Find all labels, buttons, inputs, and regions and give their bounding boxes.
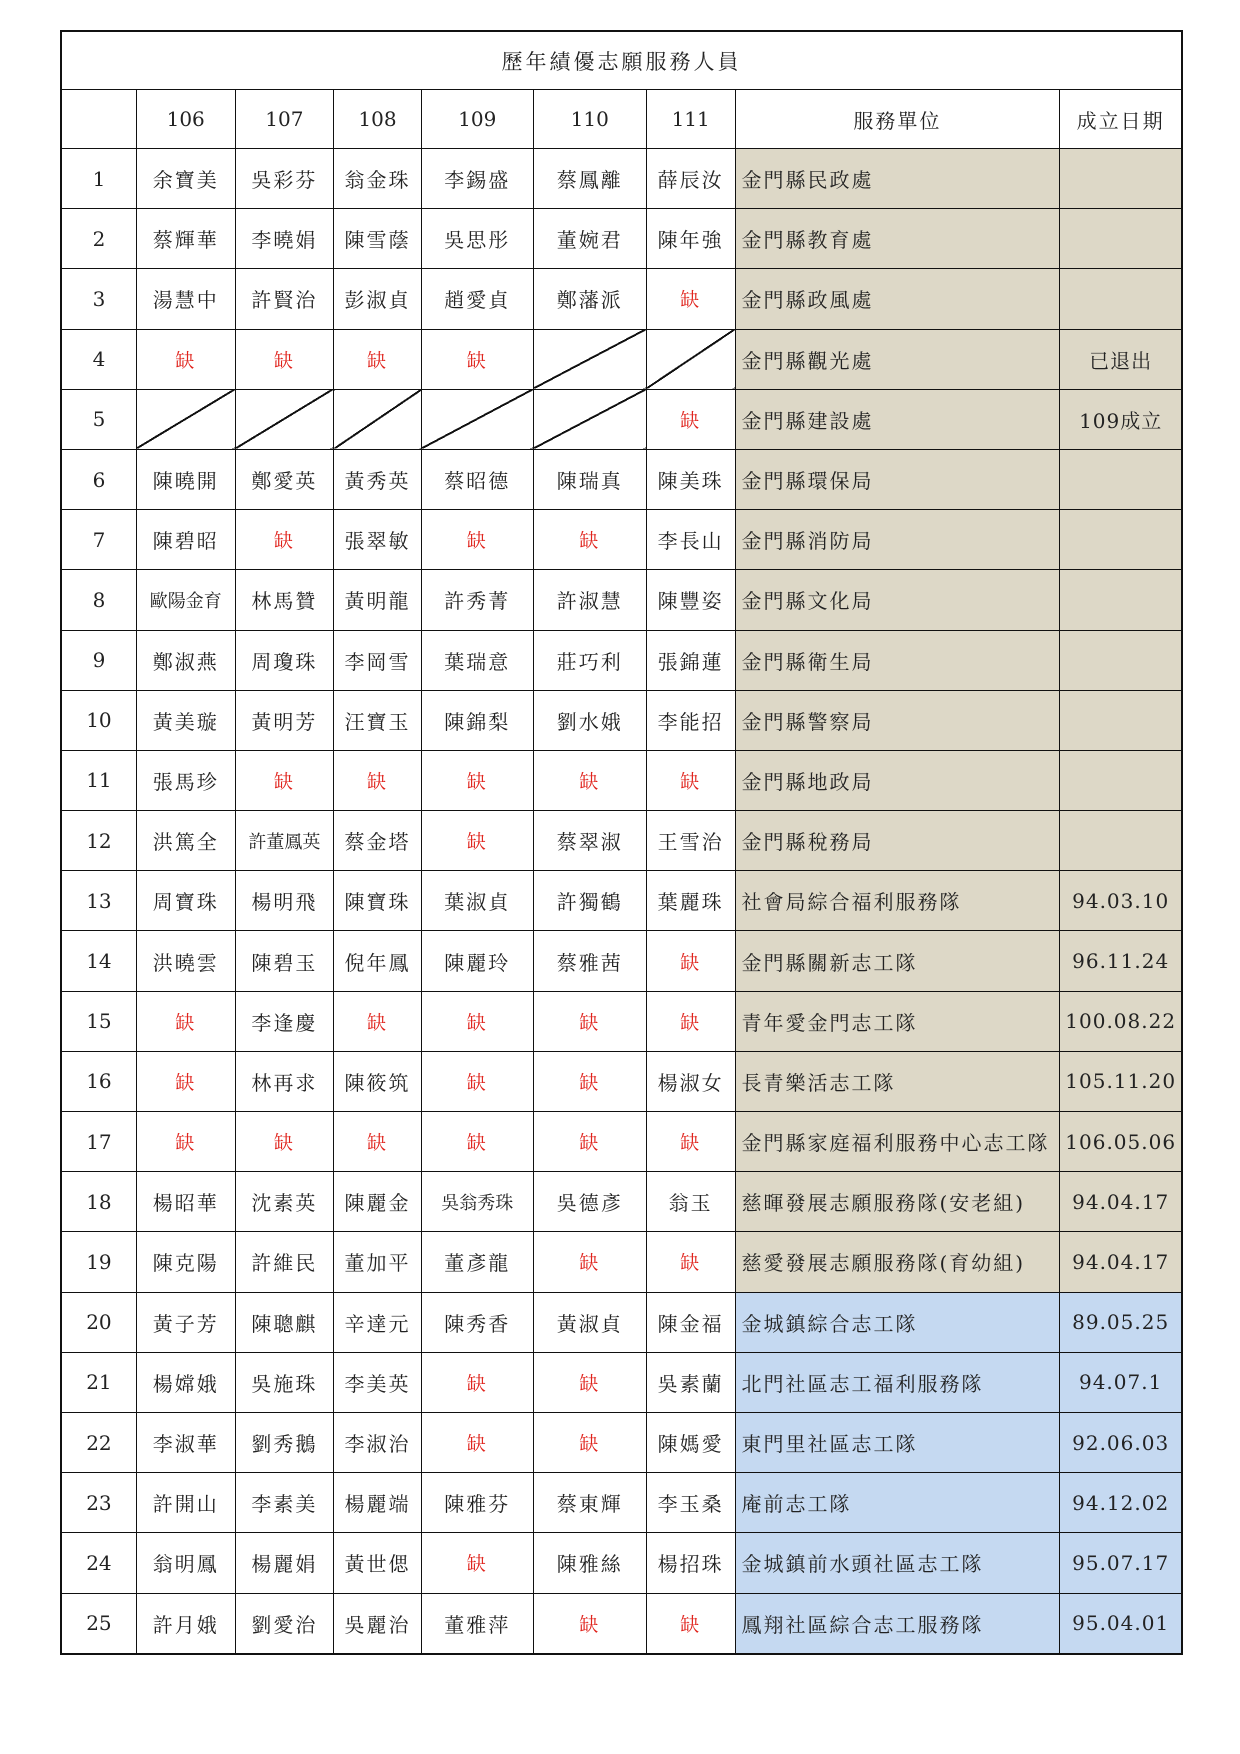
header-year-110: 110	[533, 90, 646, 149]
missing-mark: 缺	[136, 1112, 235, 1172]
row-number: 19	[61, 1232, 136, 1292]
founding-date	[1060, 449, 1182, 509]
row-number: 1	[61, 149, 136, 209]
volunteer-name: 洪篤全	[136, 811, 235, 871]
service-unit: 金門縣衛生局	[735, 630, 1060, 690]
volunteer-name: 楊招珠	[646, 1533, 735, 1593]
missing-mark: 缺	[646, 991, 735, 1051]
volunteer-name: 許維民	[235, 1232, 334, 1292]
volunteer-name: 葉麗珠	[646, 871, 735, 931]
row-number: 8	[61, 570, 136, 630]
service-unit: 長青樂活志工隊	[735, 1051, 1060, 1111]
volunteer-name: 李岡雪	[334, 630, 422, 690]
not-applicable-cell	[533, 329, 646, 389]
founding-date	[1060, 630, 1182, 690]
service-unit: 金門縣環保局	[735, 449, 1060, 509]
missing-mark: 缺	[533, 510, 646, 570]
volunteer-name: 陳碧玉	[235, 931, 334, 991]
table-row	[61, 1051, 1182, 1111]
volunteer-name: 歐陽金育	[136, 570, 235, 630]
volunteer-name: 許獨鶴	[533, 871, 646, 931]
volunteer-name: 楊明飛	[235, 871, 334, 931]
header-year-108: 108	[334, 90, 422, 149]
service-unit: 慈暉發展志願服務隊(安老組)	[735, 1172, 1060, 1232]
volunteer-name: 蔡翠淑	[533, 811, 646, 871]
missing-mark: 缺	[235, 750, 334, 810]
founding-date	[1060, 510, 1182, 570]
service-unit: 金門縣關新志工隊	[735, 931, 1060, 991]
founding-date	[1060, 570, 1182, 630]
table-row	[61, 1112, 1182, 1172]
volunteer-name: 倪年鳳	[334, 931, 422, 991]
missing-mark: 缺	[334, 991, 422, 1051]
volunteer-name: 蔡昭德	[421, 449, 533, 509]
founding-date	[1060, 811, 1182, 871]
missing-mark: 缺	[533, 1051, 646, 1111]
service-unit: 青年愛金門志工隊	[735, 991, 1060, 1051]
volunteer-name: 黃秀英	[334, 449, 422, 509]
row-number: 5	[61, 389, 136, 449]
volunteer-name: 李淑華	[136, 1412, 235, 1472]
table-row	[61, 329, 1182, 389]
founding-date: 89.05.25	[1060, 1292, 1182, 1352]
volunteer-name: 許賢治	[235, 269, 334, 329]
volunteer-name: 張翠敏	[334, 510, 422, 570]
volunteer-name: 蔡東輝	[533, 1473, 646, 1533]
founding-date	[1060, 750, 1182, 810]
missing-mark: 缺	[421, 1051, 533, 1111]
service-unit: 北門社區志工福利服務隊	[735, 1352, 1060, 1412]
volunteer-name: 趙愛貞	[421, 269, 533, 329]
missing-mark: 缺	[533, 1232, 646, 1292]
volunteer-name: 鄭淑燕	[136, 630, 235, 690]
volunteer-name: 陳年強	[646, 209, 735, 269]
table-row	[61, 1352, 1182, 1412]
volunteer-name: 吳思彤	[421, 209, 533, 269]
table-row	[61, 1473, 1182, 1533]
volunteer-name: 劉水娥	[533, 690, 646, 750]
service-unit: 金門縣觀光處	[735, 329, 1060, 389]
volunteer-name: 黃淑貞	[533, 1292, 646, 1352]
volunteer-name: 吳素蘭	[646, 1352, 735, 1412]
missing-mark: 缺	[136, 329, 235, 389]
founding-date: 92.06.03	[1060, 1412, 1182, 1472]
volunteer-name: 周瓊珠	[235, 630, 334, 690]
volunteer-name: 蔡輝華	[136, 209, 235, 269]
volunteer-name: 莊巧利	[533, 630, 646, 690]
volunteer-name: 董彥龍	[421, 1232, 533, 1292]
volunteer-name: 李逢慶	[235, 991, 334, 1051]
service-unit: 金門縣稅務局	[735, 811, 1060, 871]
service-unit: 金門縣民政處	[735, 149, 1060, 209]
volunteer-name: 陳聰麒	[235, 1292, 334, 1352]
volunteer-name: 沈素英	[235, 1172, 334, 1232]
volunteer-name: 黃明芳	[235, 690, 334, 750]
volunteer-name: 林再求	[235, 1051, 334, 1111]
service-unit: 社會局綜合福利服務隊	[735, 871, 1060, 931]
volunteer-name: 黃美璇	[136, 690, 235, 750]
volunteer-name: 劉秀鵝	[235, 1412, 334, 1472]
table-row	[61, 389, 1182, 449]
volunteer-name: 王雪治	[646, 811, 735, 871]
volunteer-name: 薛辰汝	[646, 149, 735, 209]
volunteer-name: 張馬珍	[136, 750, 235, 810]
not-applicable-cell	[334, 389, 422, 449]
volunteer-name: 陳雅絲	[533, 1533, 646, 1593]
founding-date	[1060, 209, 1182, 269]
volunteer-name: 李能招	[646, 690, 735, 750]
missing-mark: 缺	[646, 750, 735, 810]
volunteer-name: 黃子芳	[136, 1292, 235, 1352]
missing-mark: 缺	[136, 1051, 235, 1111]
missing-mark: 缺	[646, 931, 735, 991]
volunteer-name: 楊麗端	[334, 1473, 422, 1533]
missing-mark: 缺	[235, 510, 334, 570]
service-unit: 金門縣警察局	[735, 690, 1060, 750]
founding-date	[1060, 269, 1182, 329]
service-unit: 金門縣建設處	[735, 389, 1060, 449]
table-row	[61, 1412, 1182, 1472]
table-row	[61, 931, 1182, 991]
table-row	[61, 149, 1182, 209]
volunteer-name: 李玉桑	[646, 1473, 735, 1533]
service-unit: 金城鎮綜合志工隊	[735, 1292, 1060, 1352]
volunteer-name: 許開山	[136, 1473, 235, 1533]
service-unit: 金門縣消防局	[735, 510, 1060, 570]
service-unit: 金門縣家庭福利服務中心志工隊	[735, 1112, 1060, 1172]
table-row	[61, 1533, 1182, 1593]
service-unit: 金城鎮前水頭社區志工隊	[735, 1533, 1060, 1593]
row-number: 7	[61, 510, 136, 570]
row-number: 12	[61, 811, 136, 871]
founding-date	[1060, 149, 1182, 209]
header-index	[61, 90, 136, 149]
volunteer-name: 許淑慧	[533, 570, 646, 630]
missing-mark: 缺	[334, 750, 422, 810]
volunteer-name: 周寶珠	[136, 871, 235, 931]
missing-mark: 缺	[421, 510, 533, 570]
not-applicable-cell	[646, 329, 735, 389]
volunteer-name: 楊淑女	[646, 1051, 735, 1111]
founding-date: 已退出	[1060, 329, 1182, 389]
page-title: 歷年績優志願服務人員	[61, 31, 1182, 90]
founding-date: 95.07.17	[1060, 1533, 1182, 1593]
header-row	[61, 90, 1182, 149]
volunteer-name: 陳錦梨	[421, 690, 533, 750]
volunteer-name: 李素美	[235, 1473, 334, 1533]
volunteer-name: 陳麗玲	[421, 931, 533, 991]
volunteer-name: 蔡鳳離	[533, 149, 646, 209]
volunteer-name: 李淑治	[334, 1412, 422, 1472]
row-number: 20	[61, 1292, 136, 1352]
volunteer-name: 許月娥	[136, 1593, 235, 1654]
missing-mark: 缺	[334, 1112, 422, 1172]
volunteer-name: 汪寶玉	[334, 690, 422, 750]
volunteer-name: 洪曉雲	[136, 931, 235, 991]
volunteer-name: 陳麗金	[334, 1172, 422, 1232]
service-unit: 慈愛發展志願服務隊(育幼組)	[735, 1232, 1060, 1292]
missing-mark: 缺	[334, 329, 422, 389]
row-number: 4	[61, 329, 136, 389]
missing-mark: 缺	[646, 1232, 735, 1292]
table-row	[61, 811, 1182, 871]
volunteer-name: 蔡雅茜	[533, 931, 646, 991]
volunteer-name: 鄭藩派	[533, 269, 646, 329]
volunteer-name: 彭淑貞	[334, 269, 422, 329]
volunteer-name: 陳克陽	[136, 1232, 235, 1292]
volunteer-name: 辛達元	[334, 1292, 422, 1352]
volunteer-name: 翁玉	[646, 1172, 735, 1232]
row-number: 14	[61, 931, 136, 991]
missing-mark: 缺	[421, 1412, 533, 1472]
founding-date	[1060, 690, 1182, 750]
volunteer-name: 黃世偲	[334, 1533, 422, 1593]
missing-mark: 缺	[421, 1533, 533, 1593]
table-row	[61, 1172, 1182, 1232]
header-year-111: 111	[646, 90, 735, 149]
table-row	[61, 449, 1182, 509]
row-number: 17	[61, 1112, 136, 1172]
table-row	[61, 570, 1182, 630]
founding-date: 94.04.17	[1060, 1172, 1182, 1232]
row-number: 11	[61, 750, 136, 810]
volunteer-name: 許秀菁	[421, 570, 533, 630]
table-row	[61, 1593, 1182, 1654]
table-body	[61, 149, 1182, 1654]
volunteer-name: 陳雅芬	[421, 1473, 533, 1533]
volunteer-name: 陳雪蔭	[334, 209, 422, 269]
header-year-107: 107	[235, 90, 334, 149]
service-unit: 金門縣政風處	[735, 269, 1060, 329]
volunteer-name: 陳曉開	[136, 449, 235, 509]
volunteer-name: 余寶美	[136, 149, 235, 209]
founding-date: 95.04.01	[1060, 1593, 1182, 1654]
founding-date: 106.05.06	[1060, 1112, 1182, 1172]
row-number: 3	[61, 269, 136, 329]
table-row	[61, 269, 1182, 329]
not-applicable-cell	[533, 389, 646, 449]
volunteer-name: 吳麗治	[334, 1593, 422, 1654]
row-number: 2	[61, 209, 136, 269]
volunteer-name: 陳美珠	[646, 449, 735, 509]
header-year-109: 109	[421, 90, 533, 149]
row-number: 10	[61, 690, 136, 750]
volunteer-name: 黃明龍	[334, 570, 422, 630]
volunteer-name: 李錫盛	[421, 149, 533, 209]
service-unit: 東門里社區志工隊	[735, 1412, 1060, 1472]
table-row	[61, 991, 1182, 1051]
missing-mark: 缺	[421, 811, 533, 871]
volunteer-name: 陳瑞真	[533, 449, 646, 509]
volunteer-name: 李美英	[334, 1352, 422, 1412]
table-row	[61, 750, 1182, 810]
missing-mark: 缺	[646, 1593, 735, 1654]
missing-mark: 缺	[533, 991, 646, 1051]
founding-date: 94.04.17	[1060, 1232, 1182, 1292]
missing-mark: 缺	[533, 1593, 646, 1654]
not-applicable-cell	[136, 389, 235, 449]
not-applicable-cell	[421, 389, 533, 449]
volunteer-name: 楊昭華	[136, 1172, 235, 1232]
volunteer-name: 許董鳳英	[235, 811, 334, 871]
volunteer-name: 翁明鳳	[136, 1533, 235, 1593]
volunteer-name: 鄭愛英	[235, 449, 334, 509]
volunteer-name: 楊麗娟	[235, 1533, 334, 1593]
missing-mark: 缺	[533, 1412, 646, 1472]
founding-date: 94.07.1	[1060, 1352, 1182, 1412]
service-unit: 金門縣文化局	[735, 570, 1060, 630]
table-row	[61, 630, 1182, 690]
volunteer-name: 陳金福	[646, 1292, 735, 1352]
service-unit: 金門縣教育處	[735, 209, 1060, 269]
volunteer-name: 湯慧中	[136, 269, 235, 329]
volunteer-name: 吳翁秀珠	[421, 1172, 533, 1232]
volunteer-name: 吳施珠	[235, 1352, 334, 1412]
not-applicable-cell	[235, 389, 334, 449]
table-row	[61, 690, 1182, 750]
volunteer-name: 董加平	[334, 1232, 422, 1292]
volunteer-name: 張錦蓮	[646, 630, 735, 690]
row-number: 21	[61, 1352, 136, 1412]
missing-mark: 缺	[421, 329, 533, 389]
founding-date: 100.08.22	[1060, 991, 1182, 1051]
missing-mark: 缺	[533, 750, 646, 810]
missing-mark: 缺	[646, 1112, 735, 1172]
volunteer-name: 林馬贊	[235, 570, 334, 630]
table-row	[61, 871, 1182, 931]
volunteer-name: 董雅萍	[421, 1593, 533, 1654]
missing-mark: 缺	[136, 991, 235, 1051]
volunteer-name: 葉瑞意	[421, 630, 533, 690]
volunteer-name: 李曉娟	[235, 209, 334, 269]
volunteer-name: 葉淑貞	[421, 871, 533, 931]
volunteer-name: 翁金珠	[334, 149, 422, 209]
row-number: 18	[61, 1172, 136, 1232]
volunteer-table	[60, 30, 1183, 1655]
row-number: 25	[61, 1593, 136, 1654]
volunteer-name: 劉愛治	[235, 1593, 334, 1654]
volunteer-name: 李長山	[646, 510, 735, 570]
row-number: 24	[61, 1533, 136, 1593]
row-number: 16	[61, 1051, 136, 1111]
missing-mark: 缺	[235, 329, 334, 389]
header-service-unit: 服務單位	[735, 90, 1060, 149]
row-number: 23	[61, 1473, 136, 1533]
founding-date: 94.03.10	[1060, 871, 1182, 931]
volunteer-name: 蔡金塔	[334, 811, 422, 871]
service-unit: 鳳翔社區綜合志工服務隊	[735, 1593, 1060, 1654]
missing-mark: 缺	[646, 389, 735, 449]
missing-mark: 缺	[421, 1112, 533, 1172]
row-number: 9	[61, 630, 136, 690]
volunteer-name: 陳豐姿	[646, 570, 735, 630]
volunteer-name: 陳寶珠	[334, 871, 422, 931]
founding-date: 105.11.20	[1060, 1051, 1182, 1111]
missing-mark: 缺	[646, 269, 735, 329]
founding-date: 109成立	[1060, 389, 1182, 449]
volunteer-name: 董婉君	[533, 209, 646, 269]
table-row	[61, 510, 1182, 570]
table-row	[61, 1232, 1182, 1292]
row-number: 13	[61, 871, 136, 931]
row-number: 22	[61, 1412, 136, 1472]
header-year-106: 106	[136, 90, 235, 149]
missing-mark: 缺	[235, 1112, 334, 1172]
service-unit: 庵前志工隊	[735, 1473, 1060, 1533]
volunteer-name: 陳媽愛	[646, 1412, 735, 1472]
row-number: 15	[61, 991, 136, 1051]
missing-mark: 缺	[533, 1352, 646, 1412]
table-row	[61, 209, 1182, 269]
founding-date: 96.11.24	[1060, 931, 1182, 991]
volunteer-name: 吳德彥	[533, 1172, 646, 1232]
volunteer-name: 楊嫦娥	[136, 1352, 235, 1412]
missing-mark: 缺	[421, 1352, 533, 1412]
founding-date: 94.12.02	[1060, 1473, 1182, 1533]
volunteer-name: 陳筱筑	[334, 1051, 422, 1111]
missing-mark: 缺	[421, 991, 533, 1051]
volunteer-name: 陳碧昭	[136, 510, 235, 570]
header-founding-date: 成立日期	[1060, 90, 1182, 149]
missing-mark: 缺	[421, 750, 533, 810]
missing-mark: 缺	[533, 1112, 646, 1172]
row-number: 6	[61, 449, 136, 509]
service-unit: 金門縣地政局	[735, 750, 1060, 810]
table-row	[61, 1292, 1182, 1352]
volunteer-name: 陳秀香	[421, 1292, 533, 1352]
volunteer-name: 吳彩芬	[235, 149, 334, 209]
